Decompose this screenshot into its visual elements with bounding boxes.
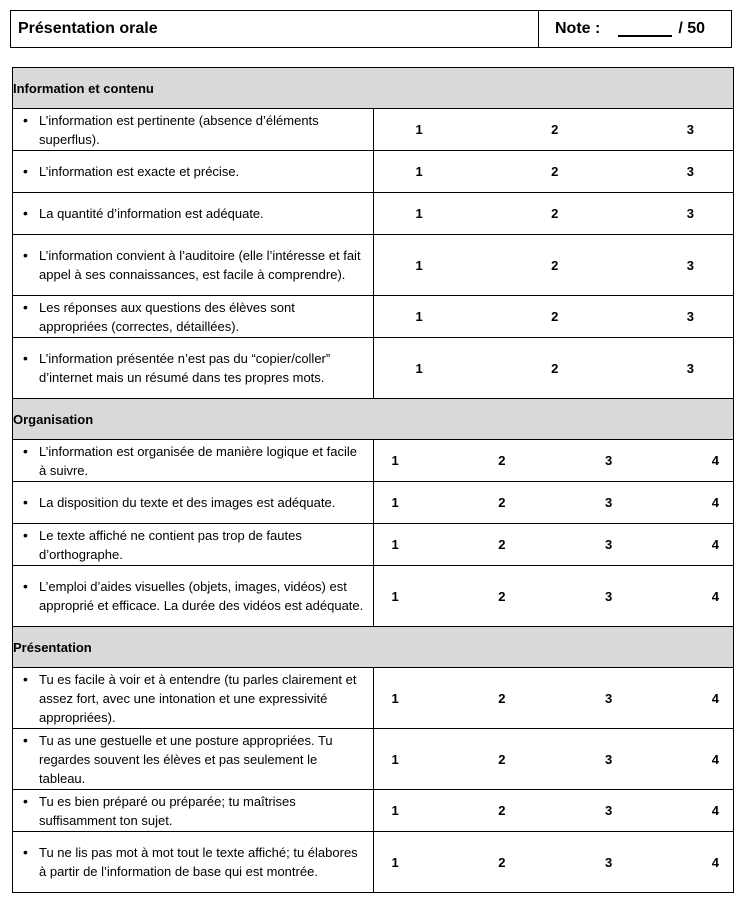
score-option[interactable]: 3 bbox=[605, 854, 613, 870]
criterion-cell bbox=[13, 566, 374, 627]
criterion-text: L’information convient à l’auditoire (elle l’intéresse et fait appel à ses connaissances, est facile à comprendre). bbox=[39, 248, 361, 282]
bullet-icon: • bbox=[23, 578, 28, 594]
score-option[interactable]: 3 bbox=[605, 453, 613, 468]
score-option[interactable]: 1 bbox=[415, 122, 423, 137]
bullet-icon: • bbox=[23, 442, 28, 459]
criterion-cell bbox=[13, 296, 374, 338]
score-cell bbox=[373, 235, 734, 296]
score-option[interactable]: 3 bbox=[686, 257, 694, 273]
score-cell bbox=[373, 790, 734, 832]
score-option[interactable]: 2 bbox=[498, 854, 506, 870]
section-title: Présentation bbox=[13, 627, 734, 668]
score-cell bbox=[373, 193, 734, 235]
criterion-cell bbox=[13, 668, 374, 729]
score-option[interactable]: 3 bbox=[605, 803, 613, 818]
score-cell bbox=[373, 482, 734, 524]
score-option[interactable]: 2 bbox=[498, 537, 506, 552]
criterion-row bbox=[13, 109, 734, 151]
criterion-cell bbox=[13, 482, 374, 524]
bullet-icon: • bbox=[23, 670, 28, 687]
score-option[interactable]: 2 bbox=[498, 803, 506, 818]
header-box bbox=[10, 10, 732, 48]
criterion-cell bbox=[13, 151, 374, 193]
score-option[interactable]: 1 bbox=[391, 588, 399, 604]
bullet-icon: • bbox=[23, 247, 28, 263]
criterion-text: L’information est organisée de manière logique et facile à suivre. bbox=[39, 443, 357, 478]
criterion-text: L’information est pertinente (absence d’éléments superflus). bbox=[39, 112, 319, 147]
grade-blank bbox=[618, 21, 672, 37]
criterion-cell bbox=[13, 790, 374, 832]
score-option[interactable]: 1 bbox=[391, 690, 399, 706]
grade-field bbox=[539, 11, 731, 47]
score-option[interactable]: 2 bbox=[551, 257, 559, 273]
score-option[interactable]: 4 bbox=[711, 690, 719, 706]
criterion-cell bbox=[13, 235, 374, 296]
score-cell bbox=[373, 109, 734, 151]
score-option[interactable]: 1 bbox=[415, 257, 423, 273]
bullet-icon: • bbox=[23, 163, 28, 179]
score-cell bbox=[373, 566, 734, 627]
criterion-text: Tu es facile à voir et à entendre (tu parles clairement et assez fort, avec une intonation et une expressivité appropriées). bbox=[39, 671, 357, 725]
criterion-row bbox=[13, 790, 734, 832]
section-header bbox=[13, 68, 734, 109]
bullet-icon: • bbox=[23, 792, 28, 809]
criterion-text: Les réponses aux questions des élèves sont appropriées (correctes, détaillées). bbox=[39, 299, 295, 334]
score-option[interactable]: 4 bbox=[711, 751, 719, 767]
criterion-text: L’information présentée n’est pas du “copier/coller” d’internet mais un résumé dans tes propres mots. bbox=[39, 351, 331, 385]
score-option[interactable]: 2 bbox=[551, 122, 559, 137]
score-option[interactable]: 2 bbox=[498, 690, 506, 706]
score-option[interactable]: 2 bbox=[498, 751, 506, 767]
score-option[interactable]: 2 bbox=[551, 360, 559, 376]
score-option[interactable]: 3 bbox=[686, 309, 694, 324]
criterion-row bbox=[13, 668, 734, 729]
note-total: / 50 bbox=[678, 20, 706, 37]
criterion-text: L’emploi d’aides visuelles (objets, images, vidéos) est approprié et efficace. La durée des vidéos est adéquate. bbox=[39, 579, 364, 613]
bullet-icon: • bbox=[23, 350, 28, 366]
criterion-row bbox=[13, 832, 734, 893]
evaluation-grid bbox=[12, 67, 734, 893]
criterion-cell bbox=[13, 109, 374, 151]
criterion-row bbox=[13, 440, 734, 482]
score-cell bbox=[373, 729, 734, 790]
criterion-row bbox=[13, 193, 734, 235]
bullet-icon: • bbox=[23, 844, 28, 860]
criterion-row bbox=[13, 235, 734, 296]
criterion-cell bbox=[13, 729, 374, 790]
score-option[interactable]: 1 bbox=[391, 751, 399, 767]
score-option[interactable]: 4 bbox=[711, 588, 719, 604]
criterion-text: Tu es bien préparé ou préparée; tu maîtrises suffisamment ton sujet. bbox=[39, 793, 296, 828]
section-header bbox=[13, 399, 734, 440]
score-option[interactable]: 4 bbox=[711, 495, 719, 510]
score-option[interactable]: 4 bbox=[711, 453, 719, 468]
score-cell bbox=[373, 668, 734, 729]
bullet-icon: • bbox=[23, 494, 28, 510]
criterion-row bbox=[13, 338, 734, 399]
score-option[interactable]: 4 bbox=[711, 537, 719, 552]
score-option[interactable]: 4 bbox=[711, 854, 719, 870]
score-option[interactable]: 3 bbox=[686, 360, 694, 376]
score-cell bbox=[373, 832, 734, 893]
criterion-row bbox=[13, 524, 734, 566]
score-option[interactable]: 1 bbox=[391, 495, 399, 510]
score-option[interactable]: 1 bbox=[391, 453, 399, 468]
bullet-icon: • bbox=[23, 205, 28, 221]
bullet-icon: • bbox=[23, 298, 28, 315]
score-option[interactable]: 2 bbox=[498, 453, 506, 468]
score-option[interactable]: 2 bbox=[498, 588, 506, 604]
bullet-icon: • bbox=[23, 111, 28, 128]
score-option[interactable]: 2 bbox=[551, 164, 559, 179]
section-title: Organisation bbox=[13, 399, 734, 440]
criterion-row bbox=[13, 566, 734, 627]
criterion-row bbox=[13, 296, 734, 338]
score-option[interactable]: 2 bbox=[551, 309, 559, 324]
criterion-cell bbox=[13, 338, 374, 399]
criterion-cell bbox=[13, 524, 374, 566]
score-option[interactable]: 4 bbox=[711, 803, 719, 818]
criterion-cell bbox=[13, 832, 374, 893]
score-cell bbox=[373, 524, 734, 566]
score-option[interactable]: 3 bbox=[686, 206, 694, 221]
page-title: Présentation orale bbox=[11, 11, 539, 47]
score-option[interactable]: 2 bbox=[498, 495, 506, 510]
score-option[interactable]: 3 bbox=[605, 537, 613, 552]
criterion-text: Tu ne lis pas mot à mot tout le texte affiché; tu élabores à partir de l’information de base qui est montrée. bbox=[39, 845, 358, 879]
score-option[interactable]: 1 bbox=[415, 164, 423, 179]
score-option[interactable]: 1 bbox=[415, 206, 423, 221]
criterion-text: La disposition du texte et des images est adéquate. bbox=[39, 495, 336, 510]
criterion-cell bbox=[13, 440, 374, 482]
score-option[interactable]: 3 bbox=[605, 495, 613, 510]
bullet-icon: • bbox=[23, 731, 28, 748]
score-option[interactable]: 3 bbox=[605, 588, 613, 604]
section-header bbox=[13, 627, 734, 668]
score-cell bbox=[373, 296, 734, 338]
criterion-text: Tu as une gestuelle et une posture appropriées. Tu regardes souvent les élèves et pas seulement le tableau. bbox=[39, 732, 333, 786]
criterion-text: L’information est exacte et précise. bbox=[39, 164, 240, 179]
criterion-row bbox=[13, 151, 734, 193]
criterion-text: La quantité d’information est adéquate. bbox=[39, 206, 264, 221]
bullet-icon: • bbox=[23, 526, 28, 543]
score-option[interactable]: 2 bbox=[551, 206, 559, 221]
score-option[interactable]: 1 bbox=[391, 854, 399, 870]
score-option[interactable]: 1 bbox=[391, 803, 399, 818]
note-label: Note : bbox=[555, 20, 601, 37]
criterion-row bbox=[13, 482, 734, 524]
criterion-cell bbox=[13, 193, 374, 235]
score-cell bbox=[373, 151, 734, 193]
score-cell bbox=[373, 338, 734, 399]
score-option[interactable]: 3 bbox=[605, 751, 613, 767]
score-option[interactable]: 3 bbox=[605, 690, 613, 706]
section-title: Information et contenu bbox=[13, 68, 734, 109]
criterion-text: Le texte affiché ne contient pas trop de fautes d’orthographe. bbox=[39, 527, 302, 562]
score-option[interactable]: 1 bbox=[415, 309, 423, 324]
score-option[interactable]: 1 bbox=[391, 537, 399, 552]
score-option[interactable]: 3 bbox=[686, 164, 694, 179]
criterion-row bbox=[13, 729, 734, 790]
score-cell bbox=[373, 440, 734, 482]
score-option[interactable]: 3 bbox=[686, 122, 694, 137]
score-option[interactable]: 1 bbox=[415, 360, 423, 376]
